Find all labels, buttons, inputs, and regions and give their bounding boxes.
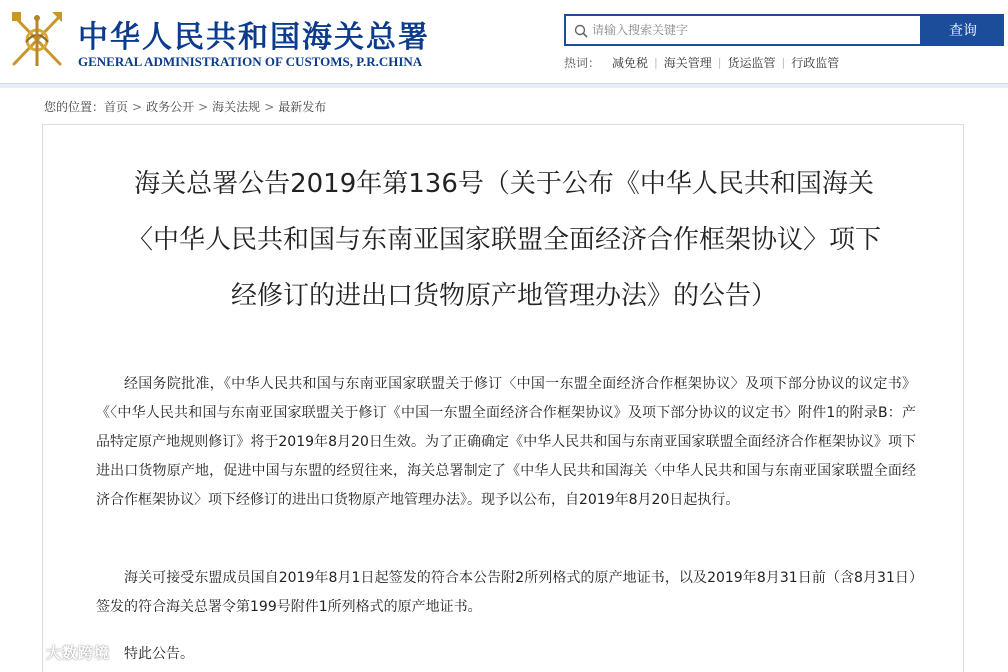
hot-keywords-label: 热词：: [564, 56, 601, 70]
article-paragraph: 经国务院批准，《中华人民共和国与东南亚国家联盟关于修订〈中国一东盟全面经济合作框架协议〉及项下部分协议的议定书》《〈中华人民共和国与东南亚国家联盟关于修订《中国一东盟全面经济合作框架协议》及项下部分协议的议定书〉附件1的附录B：产品特定原产地规则修订》将于2019年8月20日生效。为了正确确定《中华人民共和国与东南亚国家联盟全面经济合作框架协议》项下进出口货物原产地，促进中国与东盟的经贸往来，海关总署制定了《中华人民共和国海关〈中华人民共和国与东南亚国家联盟全面经济合作框架协议〉项下经修订的进出口货物原产地管理办法》。现予以公布，自2019年8月20日起执行。: [96, 376, 916, 508]
search-button[interactable]: 查询: [922, 14, 1004, 46]
site-header: [0, 0, 1008, 84]
breadcrumb-separator: >: [264, 100, 275, 114]
header-band: [0, 84, 1008, 88]
article-paragraph: 特此公告。: [124, 646, 194, 662]
divider: |: [717, 56, 722, 69]
breadcrumb-gov-affairs[interactable]: 政务公开: [146, 100, 195, 114]
customs-emblem-icon[interactable]: [6, 8, 68, 72]
hot-keywords: [564, 54, 845, 71]
hot-keyword-link[interactable]: 行政监管: [791, 56, 840, 70]
article-paragraph: 海关可接受东盟成员国自2019年8月1日起签发的符合本公告附2所列格式的原产地证书，以及2019年8月31日前（含8月31日）签发的符合海关总署令第199号附件1所列格式的原产地证书。: [96, 570, 916, 615]
breadcrumb: [44, 98, 326, 115]
breadcrumb-separator: >: [198, 100, 209, 114]
article-title-line: 海关总署公告2019年第136号（关于公布《中华人民共和国海关: [134, 169, 874, 199]
breadcrumb-latest-releases[interactable]: 最新发布: [278, 100, 327, 114]
divider: |: [654, 56, 658, 69]
site-name-cn[interactable]: 中华人民共和国海关总署: [78, 20, 430, 55]
divider: |: [781, 56, 786, 69]
search-box: [564, 14, 922, 46]
breadcrumb-customs-regulations[interactable]: 海关法规: [212, 100, 261, 114]
watermark-text: 大数跨境: [46, 643, 111, 662]
watermark: [8, 640, 110, 664]
breadcrumb-prefix: 您的位置：: [44, 100, 105, 114]
hot-keyword-link[interactable]: 货运监管: [727, 56, 776, 70]
hot-keyword-link[interactable]: 减免税: [612, 56, 649, 70]
article-title-line: 经修订的进出口货物原产地管理办法》的公告）: [230, 281, 777, 311]
site-name-en[interactable]: GENERAL ADMINISTRATION OF CUSTOMS, P.R.CHINA: [78, 54, 423, 69]
hot-keyword-link[interactable]: 海关管理: [663, 56, 712, 70]
bubble-logo-icon: [8, 640, 42, 664]
breadcrumb-separator: >: [132, 100, 143, 114]
search-input[interactable]: [592, 18, 912, 42]
article-title: [44, 156, 964, 324]
search-icon: [574, 24, 588, 38]
breadcrumb-home[interactable]: 首页: [104, 100, 129, 114]
article-title-line: 〈中华人民共和国与东南亚国家联盟全面经济合作框架协议〉项下: [126, 225, 881, 255]
